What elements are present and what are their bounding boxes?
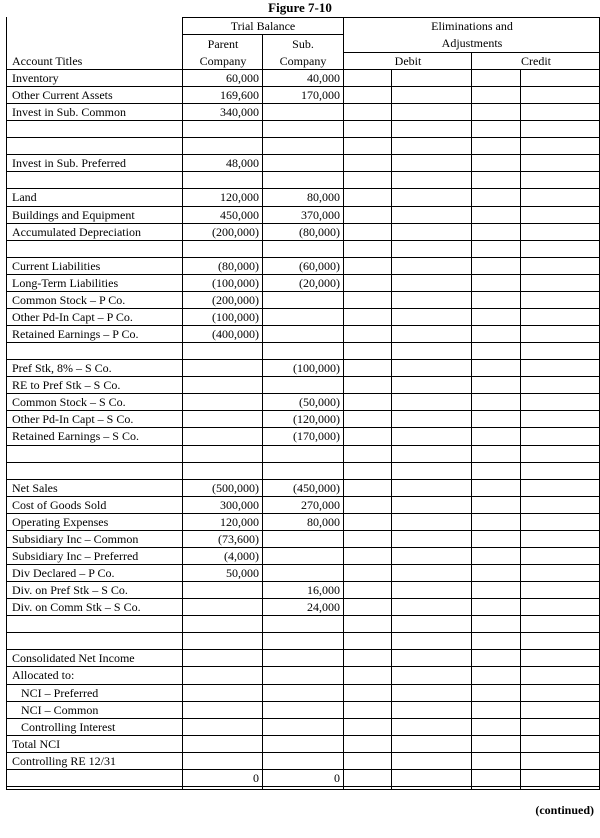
sub-amount: (450,000) <box>293 481 340 495</box>
row-rule <box>183 666 600 667</box>
col-border-credit-mid <box>520 69 521 790</box>
row-rule <box>183 632 600 633</box>
account-row-rule <box>6 786 182 787</box>
parent-amount: 120,000 <box>220 515 259 529</box>
row-rule <box>183 581 600 582</box>
sub-amount: 80,000 <box>307 190 340 204</box>
account-row-rule <box>6 462 182 463</box>
row-rule <box>183 684 600 685</box>
account-title: Buildings and Equipment <box>12 208 135 222</box>
account-row-rule <box>6 120 182 121</box>
parent-amount: (500,000) <box>212 481 259 495</box>
sub-header-line1: Sub. <box>292 37 314 51</box>
sub-header-line2: Company <box>279 54 327 68</box>
parent-amount: 50,000 <box>226 566 259 580</box>
row-rule <box>183 342 600 343</box>
account-title: Long-Term Liabilities <box>12 276 119 290</box>
parent-amount: 169,600 <box>220 88 259 102</box>
parent-amount: 48,000 <box>226 156 259 170</box>
sub-amount: (20,000) <box>299 276 340 290</box>
sub-amount: 0 <box>334 771 340 785</box>
sub-amount: 40,000 <box>307 71 340 85</box>
account-title: Other Pd-In Capt – P Co. <box>12 310 133 324</box>
sub-amount: 170,000 <box>301 88 340 102</box>
sub-amount: 16,000 <box>307 583 340 597</box>
account-row-rule <box>6 445 182 446</box>
account-title: Controlling RE 12/31 <box>12 754 117 768</box>
sub-amount: (80,000) <box>299 225 340 239</box>
eliminations-header: Eliminations and <box>431 19 513 33</box>
credit-header: Credit <box>521 54 551 68</box>
row-rule <box>183 137 600 138</box>
account-row-rule <box>6 240 182 241</box>
account-title: Controlling Interest <box>12 720 116 734</box>
account-title: Accumulated Depreciation <box>12 225 141 239</box>
row-rule <box>183 427 600 428</box>
parent-amount: 450,000 <box>220 208 259 222</box>
account-title: Div. on Pref Stk – S Co. <box>12 583 128 597</box>
account-title: Land <box>12 190 37 204</box>
sub-amount: (170,000) <box>293 429 340 443</box>
account-row-rule <box>6 137 182 138</box>
account-row-rule <box>6 632 182 633</box>
row-rule <box>183 410 600 411</box>
parent-amount: (73,600) <box>218 532 259 546</box>
parent-amount: (4,000) <box>224 549 259 563</box>
account-row-rule <box>6 769 182 770</box>
row-rule <box>183 786 600 787</box>
parent-header-line1: Parent <box>207 37 239 51</box>
sub-amount: 80,000 <box>307 515 340 529</box>
col-border-debit-credit <box>471 52 472 790</box>
account-title: Retained Earnings – P Co. <box>12 327 139 341</box>
account-title: Net Sales <box>12 481 58 495</box>
sub-amount: 24,000 <box>307 600 340 614</box>
account-title: Other Current Assets <box>12 88 113 102</box>
sub-amount: (60,000) <box>299 259 340 273</box>
parent-amount: (100,000) <box>212 310 259 324</box>
col-border-left <box>6 17 7 790</box>
parent-amount: (200,000) <box>212 225 259 239</box>
sub-amount: (100,000) <box>293 361 340 375</box>
row-rule <box>183 701 600 702</box>
account-title: RE to Pref Stk – S Co. <box>12 378 121 392</box>
account-title: Common Stock – S Co. <box>12 395 126 409</box>
sub-amount: (120,000) <box>293 412 340 426</box>
parent-amount: (100,000) <box>212 276 259 290</box>
row-rule <box>183 359 600 360</box>
parent-amount: (400,000) <box>212 327 259 341</box>
parent-amount: (200,000) <box>212 293 259 307</box>
account-title: Inventory <box>12 71 59 85</box>
elim-underline <box>344 52 600 53</box>
trial-balance-underline <box>183 34 343 35</box>
account-title: Operating Expenses <box>12 515 109 529</box>
parent-amount: 120,000 <box>220 190 259 204</box>
account-row-rule <box>6 615 182 616</box>
debit-header: Debit <box>394 54 422 68</box>
row-rule <box>183 752 600 753</box>
account-title: Allocated to: <box>12 668 75 682</box>
account-row-rule <box>6 342 182 343</box>
row-rule <box>183 649 600 650</box>
account-title: Div. on Comm Stk – S Co. <box>12 600 141 614</box>
account-title: Consolidated Net Income <box>12 651 135 665</box>
account-titles-header: Account Titles <box>12 54 83 68</box>
parent-amount: 300,000 <box>220 498 259 512</box>
adjustments-header: Adjustments <box>441 36 503 50</box>
row-rule <box>183 240 600 241</box>
account-title: Common Stock – P Co. <box>12 293 126 307</box>
row-rule <box>183 120 600 121</box>
sub-amount: (50,000) <box>299 395 340 409</box>
account-title: Total NCI <box>12 737 61 751</box>
account-title: Cost of Goods Sold <box>12 498 107 512</box>
row-rule <box>183 171 600 172</box>
account-title: Invest in Sub. Common <box>12 105 127 119</box>
row-rule <box>183 735 600 736</box>
figure-title: Figure 7-10 <box>268 0 332 15</box>
parent-amount: (80,000) <box>218 259 259 273</box>
account-title: Subsidiary Inc – Common <box>12 532 139 546</box>
col-border-account <box>182 17 183 790</box>
sub-amount: 270,000 <box>301 498 340 512</box>
continued-note: (continued) <box>535 803 594 817</box>
account-title: Div Declared – P Co. <box>12 566 115 580</box>
account-title: Subsidiary Inc – Preferred <box>12 549 139 563</box>
header-top-line <box>183 17 600 18</box>
row-rule <box>183 615 600 616</box>
parent-header-line2: Company <box>199 54 247 68</box>
col-border-debit-mid <box>391 69 392 790</box>
parent-amount: 60,000 <box>226 71 259 85</box>
row-rule <box>183 376 600 377</box>
row-rule <box>183 462 600 463</box>
account-title: Retained Earnings – S Co. <box>12 429 139 443</box>
col-border-sub <box>343 17 344 790</box>
row-rule <box>183 718 600 719</box>
account-title: Other Pd-In Capt – S Co. <box>12 412 134 426</box>
sub-amount: 370,000 <box>301 208 340 222</box>
row-rule <box>183 445 600 446</box>
account-title: NCI – Common <box>12 703 99 717</box>
account-title: Invest in Sub. Preferred <box>12 156 126 170</box>
parent-amount: 340,000 <box>220 105 259 119</box>
trial-balance-header: Trial Balance <box>230 19 296 33</box>
account-title: NCI – Preferred <box>12 686 99 700</box>
row-rule <box>183 393 600 394</box>
account-title: Current Liabilities <box>12 259 101 273</box>
table-bottom-line-2 <box>6 789 600 790</box>
account-title: Pref Stk, 8% – S Co. <box>12 361 112 375</box>
parent-amount: 0 <box>253 771 259 785</box>
account-row-rule <box>6 171 182 172</box>
row-rule <box>183 598 600 599</box>
